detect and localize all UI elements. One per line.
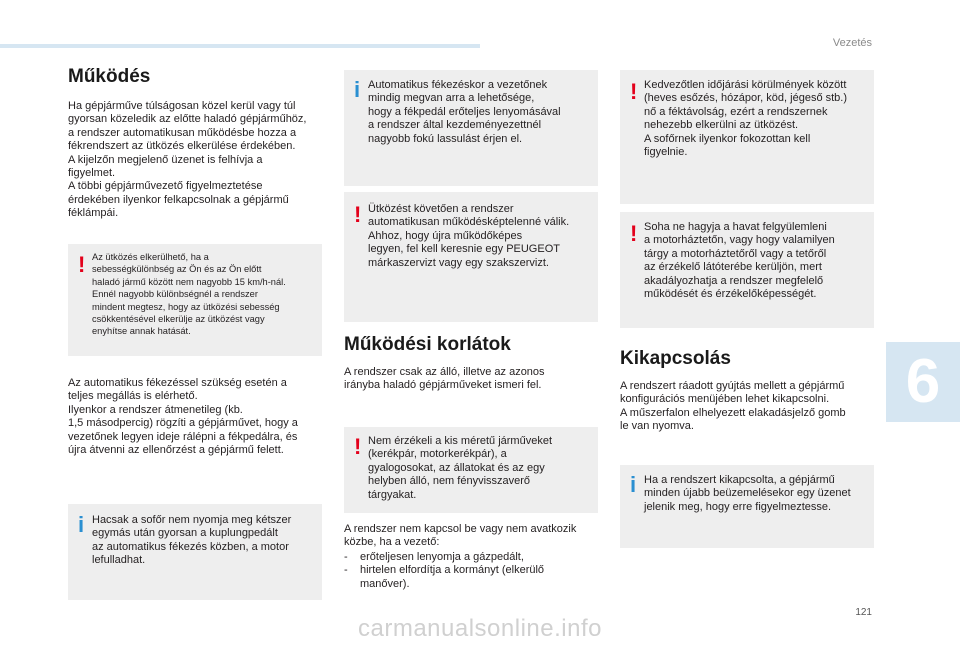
info-box-brake-pedal xyxy=(344,70,598,186)
header-bar xyxy=(0,44,480,48)
heading-kikapcsolas: Kikapcsolás xyxy=(620,348,731,369)
info-icon: i xyxy=(354,77,361,102)
paragraph-deactivation: A rendszert ráadott gyújtás mellett a gépjármű konfigurációs menüjében lehet kikapcsolni. A műszerfalon elhelyezett elakadásjelző gomb le van nyomva. xyxy=(620,380,846,433)
paragraph-detects: A rendszer csak az álló, illetve az azonos irányba haladó gépjárműveket ismeri fel. xyxy=(344,366,545,392)
warning-box-small-vehicles xyxy=(344,427,598,513)
warning-text: Kedvezőtlen időjárási körülmények között (heves esőzés, hózápor, köd, jégeső stb.) nő a féktávolság, ezért a rendszernek nehezebb elkerülni az ütközést. A sofőrnek ilyenkor fokozottan kell figyelnie. xyxy=(644,79,848,159)
list-item xyxy=(344,551,602,564)
warning-box-snow xyxy=(620,212,874,328)
list-item-text: hirtelen elfordítja a kormányt (elkerülő manőver). xyxy=(360,564,545,590)
paragraph-not-activated: A rendszer nem kapcsol be vagy nem avatkozik közbe, ha a vezető: xyxy=(344,523,577,549)
list-dash: - xyxy=(344,564,348,577)
warning-icon: ! xyxy=(630,79,638,104)
chapter-number: 6 xyxy=(905,347,941,416)
info-box-clutch xyxy=(68,504,322,600)
warning-icon: ! xyxy=(354,434,362,459)
warning-text: Az ütközés elkerülhető, ha a sebességkülönbség az Ön és az Ön előtt haladó jármű között nem nagyobb 15 km/h-nál. Ennél nagyobb különbségnél a rendszer mindent megtesz, hogy az ütközési sebesség csökkentésével elkerülje az ütközést vagy enyhítse annak hatását. xyxy=(92,252,286,337)
warning-icon: ! xyxy=(630,221,638,246)
warning-text: Ütközést követően a rendszer automatikusan működésképtelenné válik. Ahhoz, hogy újra működőképes legyen, fel kell keresnie egy PEUGEOT márkaszervizt vagy egy szakszervizt. xyxy=(368,203,570,269)
info-text: Automatikus fékezéskor a vezetőnek mindig megvan arra a lehetősége, hogy a fékpedál erőteljes lenyomásával a rendszer által kezdeményezettnél nagyobb fokú lassulást érjen el. xyxy=(368,79,561,145)
heading-mukodesi-korlatok: Működési korlátok xyxy=(344,334,511,355)
warning-icon: ! xyxy=(354,202,362,227)
section-title: Vezetés xyxy=(832,37,872,49)
warning-box-after-collision xyxy=(344,192,598,322)
chapter-tab xyxy=(886,342,960,422)
info-icon: i xyxy=(78,512,85,537)
warning-icon: ! xyxy=(78,252,86,277)
warning-text: Soha ne hagyja a havat felgyülemleni a motorháztetőn, vagy hogy valamilyen tárgy a motorháztetőről vagy a tetőről az érzékelő látóterébe kerüljön, mert akadályozhatja a rendszer megfelelő működését és érzékelőképességét. xyxy=(644,221,835,301)
heading-mukodes: Működés xyxy=(68,66,151,87)
list-dash: - xyxy=(344,551,348,563)
warning-text: Nem érzékeli a kis méretű járműveket (kerékpár, motorkerékpár), a gyalogosokat, az állatokat és az egy helyben álló, nem fényvisszaverő tárgyakat. xyxy=(368,435,553,501)
list-item-text: erőteljesen lenyomja a gázpedált, xyxy=(360,551,524,563)
info-text: Ha a rendszert kikapcsolta, a gépjármű minden újabb beüzemelésekor egy üzenet jelenik meg, hogy erre figyelmeztesse. xyxy=(644,474,851,513)
info-box-deactivated-message xyxy=(620,465,874,548)
list-item xyxy=(344,564,602,591)
conditions-list xyxy=(344,551,602,591)
page-number: 121 xyxy=(855,607,872,618)
paragraph-full-stop: Az automatikus fékezéssel szükség esetén a teljes megállás is elérhető. Ilyenkor a rendszer átmenetileg (kb. 1,5 másodpercig) rögzíti a gépjárművet, hogy a vezetőnek legyen ideje rálépni a fékpedálra, és újra átvenni az ellenőrzést a gépjármű felett. xyxy=(68,377,298,457)
warning-box-speed-difference xyxy=(68,244,322,356)
watermark: carmanualsonline.info xyxy=(358,615,602,642)
intro-paragraph: Ha gépjárműve túlságosan közel kerül vagy túl gyorsan közeledik az előtte haladó gépjárműhöz, a rendszer automatikusan működésbe hozza a fékrendszert az ütközés elkerülése érdekében. A kijelzőn megjelenő üzenet is felhívja a figyelmet. A többi gépjárművezető figyelmeztetése érdekében ilyenkor felkapcsolnak a gépjármű féklámpái. xyxy=(68,100,307,220)
info-icon: i xyxy=(630,472,637,497)
warning-box-weather xyxy=(620,70,874,204)
info-text: Hacsak a sofőr nem nyomja meg kétszer egymás után gyorsan a kuplungpedált az automatikus fékezés közben, a motor lefulladhat. xyxy=(92,514,292,567)
